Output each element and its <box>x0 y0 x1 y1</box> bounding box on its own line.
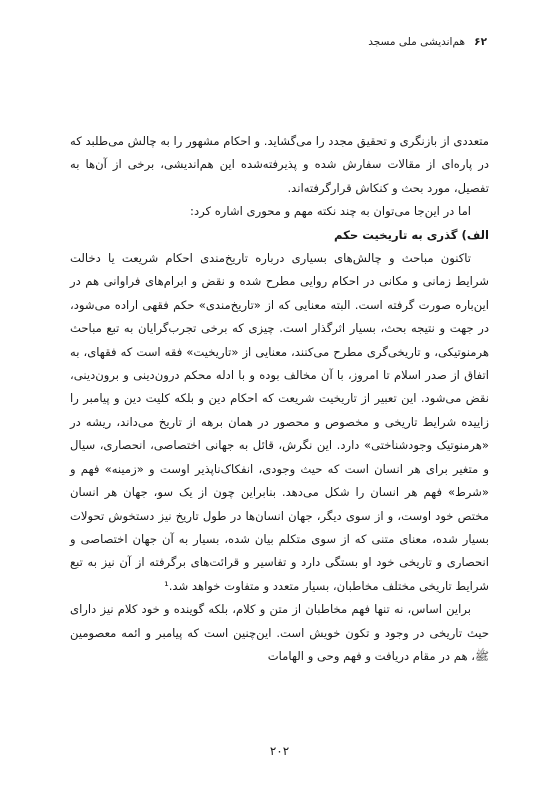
section-heading: الف) گذری به تاریخیت حکم <box>334 227 489 242</box>
paragraph-historicity: تاکنون مباحث و چالش‌های بسیاری درباره تاریخ‌مندی احکام شریعت یا دخالت شرایط زمانی و مکانی در احکام روایی مطرح شده و نقض و ابرام‌های فراوانی هم در این‌باره صورت گرفته است. البته معنایی که از «تاریخ‌مندی» حکم فقهی اراده می‌شود، در جهت و نتیجه بحث، بسیار اثرگذار است. چیزی که برخی تجرب‌گرایان به تبع مباحث هرمنوتیکی، و تاریخی‌گری مطرح می‌کنند، معنایی از «تاریخیت» فقه است که فقهای، به اتفاق از صدر اسلام تا امروز، با آن مخالف بوده و با ادله محکم درون‌دینی و برون‌دینی، نقض می‌شود. این تعبیر از تاریخیت شریعت که احکام دین و بلکه کلیت دین و پیامبر را زاییده شرایط تاریخی و مخصوص و محصور در همان برهه از تاریخ می‌داند، ریشه در «هرمنوتیک وجودشناختی» دارد. این نگرش، قائل به جهانی اختصاصی، انحصاری، سیال و متغیر برای هر انسان است که حیث وجودی، انفکاک‌ناپذیر اوست و «زمینه» فهم و «شرط» فهم هر انسان را شکل می‌دهد. بنابراین چون از یک سو، جهان هر انسان مختص خود اوست، و از سوی دیگر، جهان انسان‌ها در طول تاریخ نیز دستخوش تحولات بسیار شده، معنای متنی که از سوی متکلم بیان شده، بسیار به آن جهان اختصاصی و انحصاری و تاریخی خود او بستگی دارد و تفاسیر و قرائت‌های برگرفته از آن نیز به تبع شرایط تاریخی مختلف مخاطبان، بسیار متعدد و متفاوت خواهد شد.¹ <box>70 251 489 593</box>
paragraph-continuation: متعددی از بازنگری و تحقیق مجدد را می‌گشاید. و احکام مشهور را به چالش می‌طلبد که در پاره‌ای از مقالات سفارش شده و پذیرفته‌شده این هم‌اندیشی، برخی از آن‌ها به تفصیل، مورد بحث و کنکاش قرارگرفته‌اند. <box>70 134 489 195</box>
paragraph-intro: اما در این‌جا می‌توان به چند نکته مهم و محوری اشاره کرد: <box>190 204 471 219</box>
body-text <box>70 130 489 668</box>
header-title: هم‌اندیشی ملی مسجد <box>368 36 465 48</box>
folio-page-number: ۲۰۲ <box>269 744 290 758</box>
header-page-number: ۶۲ <box>474 36 487 48</box>
paragraph-conclusion: براین اساس، نه تنها فهم مخاطبان از متن و کلام، بلکه گوینده و خود کلام نیز دارای حیث تاریخی در وجود و تکون خویش است. این‌چنین است که پیامبر و ائمه معصومین ﷺ، هم در مقام دریافت و فهم وحی و الهامات <box>70 602 489 663</box>
running-header <box>72 36 487 54</box>
